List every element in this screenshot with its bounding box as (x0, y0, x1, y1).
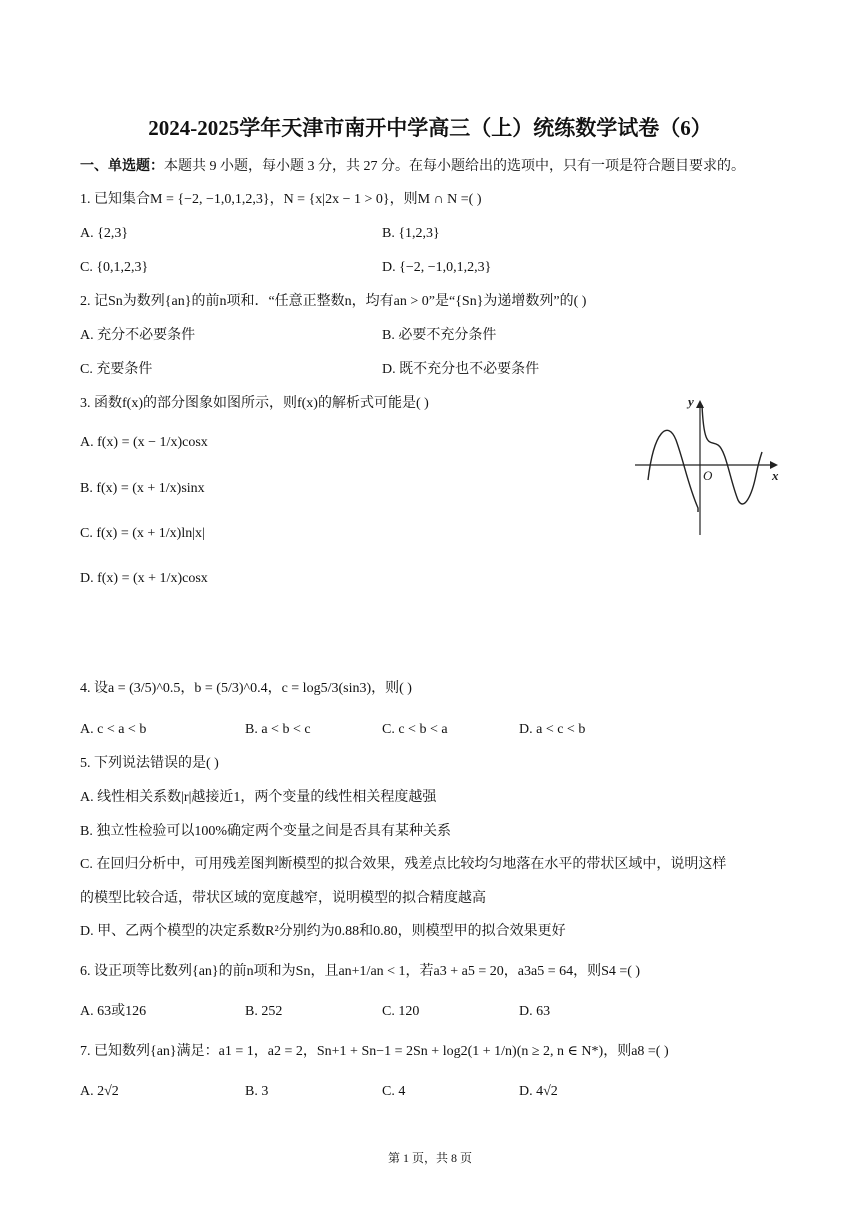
question-3-option-d: D. f(x) = (x + 1/x)cosx (80, 571, 208, 586)
question-7-option-b: B. 3 (245, 1084, 269, 1099)
question-6-option-b: B. 252 (245, 1004, 283, 1019)
question-3-stem: 3. 函数f(x)的部分图象如图所示，则f(x)的解析式可能是( ) (80, 396, 429, 411)
question-3-option-a: A. f(x) = (x − 1/x)cosx (80, 435, 208, 450)
question-2-option-c: C. 充要条件 (80, 362, 153, 377)
question-5-option-c: C. 在回归分析中，可用残差图判断模型的拟合效果，残差点比较均匀地落在水平的带状区域中，说明这样 (80, 857, 727, 872)
question-1-option-a: A. {2,3} (80, 226, 129, 241)
origin-label: O (703, 468, 713, 483)
question-7-option-a: A. 2√2 (80, 1084, 119, 1099)
question-1-stem: 1. 已知集合M = {−2, −1,0,1,2,3}，N = {x|2x − 1 > 0}，则M ∩ N =( ) (80, 192, 482, 207)
question-4-option-c: C. c < b < a (382, 722, 448, 737)
exam-title: 2024-2025学年天津市南开中学高三（上）统练数学试卷（6） (148, 116, 712, 140)
question-7-option-d: D. 4√2 (519, 1084, 558, 1099)
question-2-option-b: B. 必要不充分条件 (382, 328, 497, 343)
question-6-option-c: C. 120 (382, 1004, 420, 1019)
question-5-option-d: D. 甲、乙两个模型的决定系数R²分别约为0.88和0.80，则模型甲的拟合效果更好 (80, 924, 566, 939)
section-header (80, 158, 745, 176)
function-graph (630, 390, 790, 540)
question-4-option-b: B. a < b < c (245, 722, 311, 737)
question-5-option-a: A. 线性相关系数|r|越接近1，两个变量的线性相关程度越强 (80, 790, 437, 805)
section-text: 本题共 9 小题，每小题 3 分，共 27 分。在每小题给出的选项中，只有一项是符合题目要求的。 (164, 159, 745, 174)
question-6-option-a: A. 63或126 (80, 1004, 147, 1019)
question-6-stem: 6. 设正项等比数列{an}的前n项和为Sn，且an+1/an < 1，若a3 + a5 = 20，a3a5 = 64，则S4 =( ) (80, 964, 641, 979)
question-1-option-b: B. {1,2,3} (382, 226, 440, 241)
question-1-option-c: C. {0,1,2,3} (80, 260, 149, 275)
y-axis-label: y (688, 394, 694, 409)
curve-right-branch (702, 405, 762, 504)
question-4-option-d: D. a < c < b (519, 722, 586, 737)
question-5-stem: 5. 下列说法错误的是( ) (80, 756, 219, 771)
question-6-option-d: D. 63 (519, 1004, 551, 1019)
question-7-option-c: C. 4 (382, 1084, 406, 1099)
section-label: 一、单选题： (80, 159, 164, 174)
question-7-stem: 7. 已知数列{an}满足：a1 = 1，a2 = 2，Sn+1 + Sn−1 = 2Sn + log2(1 + 1/n)(n ≥ 2, n ∈ N*)，则a8 =( ) (80, 1044, 669, 1059)
question-3-option-b: B. f(x) = (x + 1/x)sinx (80, 481, 205, 496)
question-1-option-d: D. {−2, −1,0,1,2,3} (382, 260, 492, 275)
question-3-option-c: C. f(x) = (x + 1/x)ln|x| (80, 526, 205, 541)
question-5-option-c-continued: 的模型比较合适，带状区域的宽度越窄，说明模型的拟合精度越高 (80, 891, 486, 906)
question-2-option-d: D. 既不充分也不必要条件 (382, 362, 540, 377)
question-4-option-a: A. c < a < b (80, 722, 147, 737)
x-axis-label: x (772, 468, 779, 483)
question-4-stem: 4. 设a = (3/5)^0.5，b = (5/3)^0.4，c = log5/3(sin3)，则( ) (80, 681, 412, 696)
question-2-option-a: A. 充分不必要条件 (80, 328, 196, 343)
question-2-stem: 2. 记Sn为数列{an}的前n项和．“任意正整数n，均有an > 0”是“{Sn}为递增数列”的( ) (80, 294, 587, 309)
curve-left-branch (648, 430, 698, 512)
y-axis-arrow-icon (696, 400, 704, 408)
question-5-option-b: B. 独立性检验可以100%确定两个变量之间是否具有某种关系 (80, 824, 451, 839)
page-footer: 第 1 页，共 8 页 (387, 1151, 472, 1165)
